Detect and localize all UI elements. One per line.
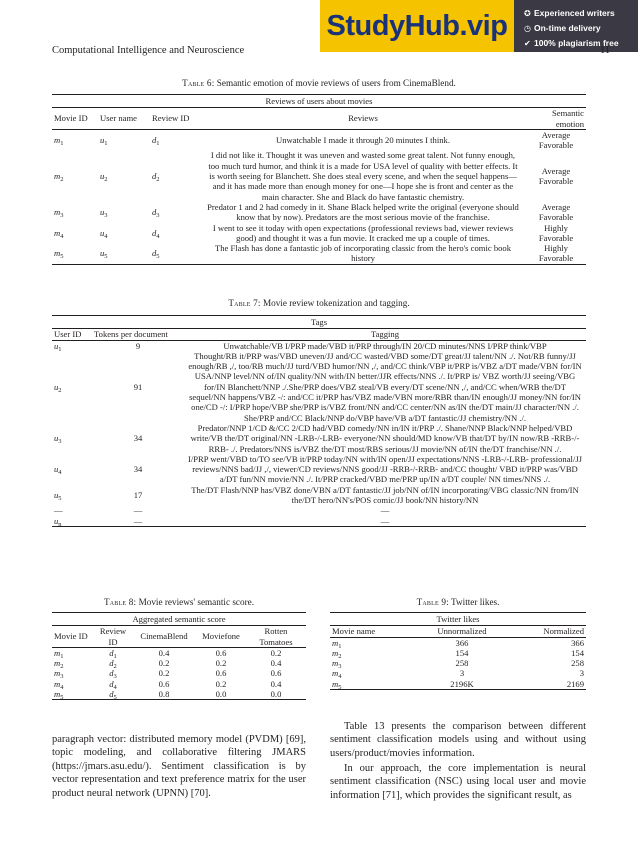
rotten-tomatoes-score-cell: 0.6 bbox=[270, 668, 282, 679]
rotten-tomatoes-score-cell: 0.4 bbox=[270, 678, 282, 689]
review-id-cell bbox=[150, 202, 204, 223]
review-cell: I did not like it. Thought it was uneven and wasted some great talent. Not funny enough, too much turd humor, and think it is a made for USA level of quality with better effects. It is worth seeing for Blanchett. She does steal every scene, and when the sequel happens—and it has made more than enough money for one—I hope she is front and center as the main character. She and Black do have fantastic chemistry. bbox=[208, 150, 518, 202]
table8-header: Review ID bbox=[99, 626, 127, 647]
table7-caption-text: Movie review tokenization and tagging. bbox=[262, 298, 410, 308]
user-id-cell-symbol: u bbox=[54, 464, 59, 475]
table6-header: Reviews bbox=[348, 113, 378, 124]
cinemablend-score-cell: 0.4 bbox=[158, 647, 170, 658]
rotten-tomatoes-score-cell: 0.0 bbox=[270, 689, 282, 700]
star-icon: ✪ bbox=[524, 9, 531, 18]
semantic-emotion-cell: Highly Favorable bbox=[538, 243, 574, 264]
feature-label: Experienced writers bbox=[534, 8, 615, 18]
user-id-cell bbox=[52, 454, 92, 485]
tagging-cell: Unwatchable/VB I/PRP made/VBD it/PRP through/IN 20/CD minutes/NNS I/PRP think/VBP bbox=[223, 340, 547, 351]
table8-header: Movie ID bbox=[54, 631, 88, 642]
review-id-cell-symbol: d bbox=[152, 171, 157, 182]
movie-id-cell bbox=[52, 679, 94, 689]
table7-group-header: Tags bbox=[52, 316, 586, 329]
check-badge-icon: ✔ bbox=[524, 39, 531, 48]
review-symbol: d bbox=[109, 647, 114, 658]
normalized-cell: 154 bbox=[571, 647, 584, 658]
table7 bbox=[52, 315, 586, 527]
table8-header: Rotten Tomatoes bbox=[259, 626, 293, 647]
user-id-cell-symbol: u bbox=[54, 381, 59, 392]
movie-id-cell bbox=[52, 243, 98, 264]
banner-features bbox=[524, 6, 636, 51]
tokens-cell: 9 bbox=[135, 340, 141, 351]
user-name-cell bbox=[98, 129, 150, 150]
user-id-cell-subscript: 4 bbox=[58, 469, 62, 477]
movie-id-cell-symbol: m bbox=[54, 248, 61, 259]
table-row bbox=[52, 689, 306, 700]
semantic-emotion-cell: Highly Favorable bbox=[538, 222, 574, 243]
user-id-cell-symbol: u bbox=[54, 340, 59, 351]
user-id-cell-symbol: u bbox=[54, 489, 59, 500]
review-id-cell bbox=[150, 129, 204, 150]
user-id-cell-symbol: u bbox=[54, 515, 59, 526]
unnormalized-cell: 3 bbox=[459, 668, 465, 679]
moviefone-score-cell: 0.0 bbox=[215, 689, 227, 700]
normalized-cell: 366 bbox=[571, 637, 584, 648]
body-paragraph-right-2: In our approach, the core implementation is neural sentiment classification (NSC) using local user and movie information [71], which provides the significant result, as bbox=[330, 763, 586, 801]
user-id-cell bbox=[52, 485, 92, 506]
table-row bbox=[52, 202, 586, 223]
unnormalized-cell: 366 bbox=[455, 637, 469, 648]
table6 bbox=[52, 94, 586, 265]
table-row bbox=[52, 505, 586, 515]
movie-subscript: 2 bbox=[338, 652, 342, 660]
semantic-emotion-cell: Average Favorable bbox=[538, 201, 574, 223]
review-id-cell-subscript: 4 bbox=[156, 232, 160, 240]
user-name-cell-symbol: u bbox=[100, 135, 105, 146]
movie-symbol: m bbox=[332, 668, 339, 679]
feature-writers bbox=[524, 6, 636, 21]
table8-header: CinemaBlend bbox=[140, 631, 188, 642]
movie-symbol: m bbox=[54, 678, 61, 689]
movie-name-cell bbox=[330, 637, 420, 648]
cinemablend-score-cell: 0.2 bbox=[158, 668, 170, 679]
movie-subscript: 3 bbox=[60, 673, 64, 681]
table8-group-header: Aggregated semantic score bbox=[52, 613, 306, 626]
table6-caption-label: Table 6: bbox=[182, 78, 215, 88]
rotten-tomatoes-score-cell: 0.2 bbox=[270, 647, 282, 658]
review-id-cell-symbol: d bbox=[152, 227, 157, 238]
table9-caption bbox=[330, 597, 586, 607]
user-id-cell: — bbox=[54, 505, 63, 516]
movie-symbol: m bbox=[332, 647, 339, 658]
feature-delivery bbox=[524, 21, 636, 36]
tagging-cell: Predator/NNP 1/CD &/CC 2/CD had/VBD comedy/NN in/IN it/PRP ./. Shane/NNP Black/NNP helped/VBD write/VB the/DT original/NN -LRB-/-LRB- everyone/NN should/MD know/VB that/DT by/IN now/RB -RRB-/-RRB- ./. Predators/NNS is/VBZ the/DT most/RBS serious/JJ movie/NN of/IN the/DT franchise/NN ./. bbox=[190, 422, 580, 454]
movie-id-cell-subscript: 1 bbox=[60, 140, 64, 148]
movie-id-cell bbox=[52, 647, 94, 658]
table-row bbox=[52, 647, 306, 658]
review-symbol: d bbox=[109, 668, 114, 679]
user-name-cell-subscript: 1 bbox=[104, 140, 108, 148]
unnormalized-cell: 154 bbox=[455, 647, 469, 658]
user-name-cell-subscript: 2 bbox=[104, 176, 108, 184]
unnormalized-cell: 2196K bbox=[450, 678, 474, 689]
normalized-cell: 3 bbox=[579, 668, 584, 679]
review-id-cell-symbol: d bbox=[152, 248, 157, 259]
movie-id-cell-symbol: m bbox=[54, 227, 61, 238]
table-row bbox=[52, 150, 586, 201]
table9-caption-text: Twitter likes. bbox=[451, 597, 500, 607]
tagging-cell: The/DT Flash/NNP has/VBZ done/VBN a/DT fantastic/JJ job/NN of/IN incorporating/VBG classic/NN from/IN the/DT hero/NN's/POS comic/JJ book/NN history/NN bbox=[191, 484, 579, 506]
review-id-cell bbox=[94, 647, 132, 658]
tokens-cell: 34 bbox=[133, 464, 143, 475]
review-symbol: d bbox=[109, 678, 114, 689]
table8-caption-label: Table 8: bbox=[103, 597, 137, 607]
table-row bbox=[330, 668, 586, 678]
moviefone-score-cell: 0.2 bbox=[215, 678, 227, 689]
movie-subscript: 1 bbox=[338, 642, 342, 650]
movie-symbol: m bbox=[332, 637, 339, 648]
table9-header: Normalized bbox=[543, 626, 584, 637]
table7-header: Tagging bbox=[370, 329, 400, 340]
movie-id-cell bbox=[52, 150, 98, 201]
semantic-emotion-cell: Average Favorable bbox=[538, 129, 574, 151]
table6-header: Movie ID bbox=[54, 113, 88, 124]
movie-name-cell bbox=[330, 648, 420, 658]
table-row bbox=[330, 658, 586, 668]
movie-id-cell-subscript: 2 bbox=[60, 176, 64, 184]
rotten-tomatoes-score-cell: 0.4 bbox=[270, 658, 282, 669]
review-cell: Predator 1 and 2 had comedy in it. Shane Black helped write the original (everyone should know that by now). Predators are the most serious movie of the franchise. bbox=[207, 201, 519, 223]
user-name-cell bbox=[98, 243, 150, 264]
tagging-cell: I/PRP went/VBD to/TO see/VB it/PRP today/NN with/IN open/JJ expectations/NNS -LRB-/-LRB- professional/JJ reviews/NNS bad/JJ ,/, viewer/CD reviews/NNS good/JJ -RRB-/-RRB- and/CC thought/ VBD it/PRP was/VBD a/DT fun/NN movie/NN ./. It/PRP cracked/VBD me/PRP up/IN a/DT couple/ NN times/NNS ./. bbox=[187, 453, 583, 485]
table-row bbox=[52, 340, 586, 351]
user-name-cell-subscript: 4 bbox=[104, 232, 108, 240]
user-id-cell bbox=[52, 351, 92, 423]
table7-caption bbox=[52, 298, 586, 308]
movie-id-cell-symbol: m bbox=[54, 171, 61, 182]
unnormalized-cell: 258 bbox=[455, 658, 469, 669]
user-name-cell-symbol: u bbox=[100, 207, 105, 218]
movie-id-cell-symbol: m bbox=[54, 135, 61, 146]
user-name-cell bbox=[98, 150, 150, 201]
user-id-cell-subscript: n bbox=[58, 520, 62, 528]
review-id-cell bbox=[150, 243, 204, 264]
movie-name-cell bbox=[330, 658, 420, 671]
clock-icon: ◷ bbox=[524, 24, 531, 33]
movie-subscript: 4 bbox=[338, 673, 342, 681]
moviefone-score-cell: 0.6 bbox=[215, 668, 227, 679]
table8-caption-text: Movie reviews' semantic score. bbox=[138, 597, 255, 607]
review-symbol: d bbox=[109, 658, 114, 669]
review-id-cell bbox=[150, 223, 204, 244]
table6-header: Review ID bbox=[152, 113, 190, 124]
user-id-cell bbox=[52, 340, 92, 351]
movie-subscript: 2 bbox=[60, 663, 64, 671]
user-name-cell bbox=[98, 223, 150, 244]
review-subscript: 4 bbox=[113, 683, 117, 691]
review-symbol: d bbox=[109, 689, 114, 700]
review-id-cell bbox=[94, 658, 132, 671]
moviefone-score-cell: 0.6 bbox=[215, 647, 227, 658]
user-id-cell-subscript: 1 bbox=[58, 345, 62, 353]
table6-header: User name bbox=[100, 113, 137, 124]
table9-group-header: Twitter likes bbox=[330, 613, 586, 626]
body-paragraph-right-1: Table 13 presents the comparison between different sentiment classification models using and without using users/product/movies information. bbox=[330, 721, 586, 759]
movie-id-cell-symbol: m bbox=[54, 207, 61, 218]
table6-group-header: Reviews of users about movies bbox=[52, 95, 586, 108]
table-row bbox=[52, 129, 586, 150]
feature-label: 100% plagiarism free bbox=[534, 38, 619, 48]
review-id-cell bbox=[94, 668, 132, 681]
page-number: 11 bbox=[600, 45, 611, 56]
review-id-cell-symbol: d bbox=[152, 135, 157, 146]
user-id-cell bbox=[52, 423, 92, 454]
movie-symbol: m bbox=[54, 647, 61, 658]
user-id-cell-subscript: 3 bbox=[58, 438, 62, 446]
movie-id-cell-subscript: 3 bbox=[60, 212, 64, 220]
cinemablend-score-cell: 0.6 bbox=[158, 678, 170, 689]
movie-id-cell-subscript: 4 bbox=[60, 232, 64, 240]
movie-subscript: 1 bbox=[60, 652, 64, 660]
user-name-cell-subscript: 3 bbox=[104, 212, 108, 220]
table-row bbox=[52, 351, 586, 423]
movie-name-cell bbox=[330, 668, 420, 681]
review-cell: Unwatchable I made it through 20 minutes I think. bbox=[276, 135, 450, 146]
user-name-cell-symbol: u bbox=[100, 171, 105, 182]
table-row bbox=[52, 243, 586, 264]
user-name-cell bbox=[98, 202, 150, 223]
review-subscript: 2 bbox=[113, 663, 117, 671]
tagging-cell: — bbox=[380, 505, 390, 516]
movie-id-cell-subscript: 5 bbox=[60, 253, 64, 261]
review-id-cell-subscript: 1 bbox=[156, 140, 160, 148]
movie-symbol: m bbox=[332, 658, 339, 669]
movie-id-cell bbox=[52, 202, 98, 223]
table7-caption-label: Table 7: bbox=[228, 298, 261, 308]
table-row bbox=[52, 516, 586, 527]
normalized-cell: 2169 bbox=[566, 678, 584, 689]
user-id-cell-symbol: u bbox=[54, 433, 59, 444]
table9-header: Movie name bbox=[332, 626, 376, 637]
tokens-cell: 34 bbox=[133, 433, 143, 444]
movie-subscript: 5 bbox=[338, 683, 342, 691]
table-row bbox=[52, 658, 306, 668]
movie-id-cell bbox=[52, 223, 98, 244]
tokens-cell: — bbox=[133, 505, 143, 516]
movie-subscript: 3 bbox=[338, 663, 342, 671]
body-paragraph-left: paragraph vector: distributed memory model (PVDM) [69], topic modeling, and collaborative filtering JMARS (https://jmars.asu.edu/). Sentiment classification is by vector representation and text preference matrix for the user product neural network (UPNN) [70]. bbox=[52, 734, 306, 799]
table9 bbox=[330, 612, 586, 690]
table9-caption-label: Table 9: bbox=[416, 597, 449, 607]
feature-plagiarism bbox=[524, 36, 636, 51]
table-row bbox=[330, 648, 586, 658]
table-row bbox=[52, 223, 586, 244]
review-subscript: 3 bbox=[113, 673, 117, 681]
movie-subscript: 5 bbox=[60, 694, 64, 702]
table9-header: Unnormalized bbox=[437, 626, 487, 637]
table7-header: User ID bbox=[54, 329, 82, 340]
movie-id-cell bbox=[52, 658, 94, 671]
tagging-cell: — bbox=[380, 515, 390, 526]
user-name-cell-subscript: 5 bbox=[104, 253, 108, 261]
table-row bbox=[330, 637, 586, 648]
review-id-cell-symbol: d bbox=[152, 207, 157, 218]
studyhub-logo[interactable]: StudyHub.vip bbox=[320, 0, 514, 52]
feature-label: On-time delivery bbox=[534, 23, 601, 33]
table-row bbox=[52, 679, 306, 689]
movie-name-cell bbox=[330, 679, 420, 690]
movie-id-cell bbox=[52, 689, 94, 700]
table6-header: Semantic emotion bbox=[552, 108, 584, 129]
review-id-cell-subscript: 5 bbox=[156, 253, 160, 261]
user-id-cell-subscript: 2 bbox=[58, 386, 62, 394]
review-id-cell-subscript: 2 bbox=[156, 176, 160, 184]
running-head: Computational Intelligence and Neuroscience bbox=[52, 45, 245, 56]
table6-caption-text: Semantic emotion of movie reviews of users from CinemaBlend. bbox=[216, 78, 456, 88]
studyhub-banner[interactable] bbox=[320, 0, 638, 52]
user-name-cell-symbol: u bbox=[100, 248, 105, 259]
table-row bbox=[330, 679, 586, 690]
review-id-cell bbox=[150, 150, 204, 201]
cinemablend-score-cell: 0.8 bbox=[158, 689, 170, 700]
cinemablend-score-cell: 0.2 bbox=[158, 658, 170, 669]
tagging-cell: Thought/RB it/PRP was/VBD uneven/JJ and/CC wasted/VBD some/DT great/JJ talent/NN ./. Not/RB funny/JJ enough/RB ,/, too/RB much/JJ turd/VBD humor/NN ,/, and/CC think/VBP it/PRP is/VBZ a/DT made/VBN for/IN USA/NNP level/NN of/IN quality/NN with/IN better/JJR effects/NNS ./. It/PRP is/ VBZ worth/JJ seeing/VBG for/IN Blanchett/NNP ./.She/PRP does/VBZ steal/VB every/DT scene/NN ,/, and/CC when/WRB the/DT sequel/NN happens/VBZ -/: and/CC it/PRP has/VBZ made/VBN more/RBR than/IN enough/JJ money/NN for/IN one/CD -/: I/PRP hope/VBP she/PRP is/VBZ front/NN and/CC center/NN as/IN the/DT main/JJ character/NN ./. She/PRP and/CC Black/NNP do/VBP have/VB a/DT fantastic/JJ chemistry/NN ./. bbox=[188, 350, 582, 423]
table-row bbox=[52, 423, 586, 454]
movie-symbol: m bbox=[54, 658, 61, 669]
table8-header: Moviefone bbox=[202, 631, 240, 642]
normalized-cell: 258 bbox=[571, 658, 584, 669]
table-row bbox=[52, 485, 586, 506]
table8-caption bbox=[52, 597, 306, 607]
table8 bbox=[52, 612, 306, 700]
review-cell: I went to see it today with open expectations (professional reviews bad, viewer reviews good) and thought it was a fun movie. It cracked me up a couple of times. bbox=[212, 222, 514, 243]
review-id-cell bbox=[94, 689, 132, 700]
table-row bbox=[52, 454, 586, 485]
user-name-cell-symbol: u bbox=[100, 227, 105, 238]
review-cell: The Flash has done a fantastic job of incorporating classic from the hero's comic book history bbox=[214, 243, 512, 264]
movie-id-cell bbox=[52, 668, 94, 681]
movie-id-cell bbox=[52, 129, 98, 150]
tokens-cell: — bbox=[133, 515, 143, 526]
tokens-cell: 17 bbox=[133, 489, 143, 500]
review-subscript: 1 bbox=[113, 652, 117, 660]
table6-caption bbox=[52, 78, 586, 88]
review-id-cell-subscript: 3 bbox=[156, 212, 160, 220]
movie-symbol: m bbox=[54, 668, 61, 679]
movie-symbol: m bbox=[54, 689, 61, 700]
table-row bbox=[52, 668, 306, 678]
tokens-cell: 91 bbox=[133, 381, 143, 392]
review-subscript: 5 bbox=[113, 694, 117, 702]
movie-symbol: m bbox=[332, 678, 339, 689]
table7-header: Tokens per document bbox=[94, 329, 168, 340]
user-id-cell bbox=[52, 516, 92, 527]
movie-subscript: 4 bbox=[60, 683, 64, 691]
review-id-cell bbox=[94, 679, 132, 689]
semantic-emotion-cell: Average Favorable bbox=[538, 165, 574, 187]
moviefone-score-cell: 0.2 bbox=[215, 658, 227, 669]
user-id-cell-subscript: 5 bbox=[58, 494, 62, 502]
